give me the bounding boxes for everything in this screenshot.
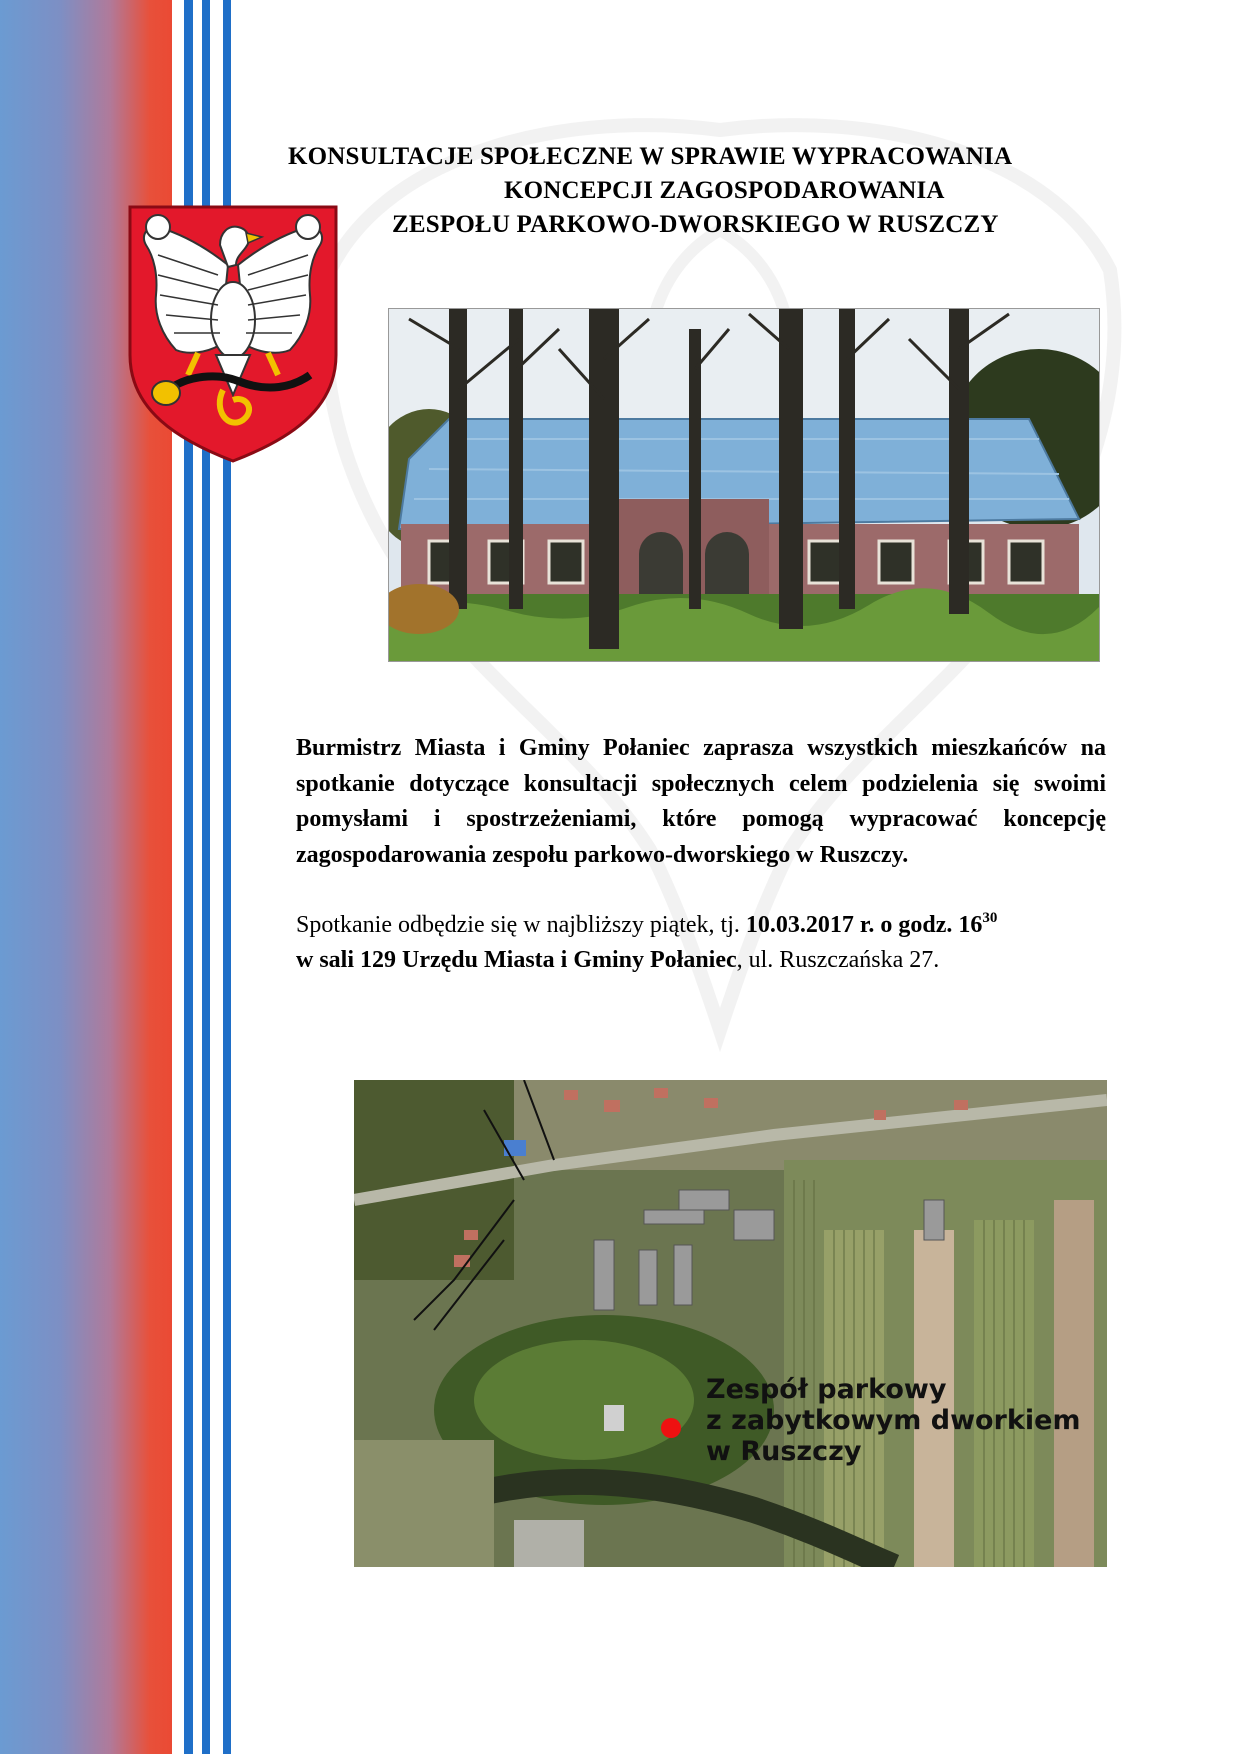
meeting-intro: Spotkanie odbędzie się w najbliższy piątek, tj. — [296, 912, 746, 938]
meeting-address: , ul. Ruszczańska 27. — [736, 947, 940, 973]
title-line: ZESPOŁU PARKOWO-DWORSKIEGO W RUSZCZY — [392, 211, 999, 238]
invitation-paragraph: Burmistrz Miasta i Gminy Połaniec zaprasza wszystkich mieszkańców na spotkanie dotyczące konsultacji społecznych celem podzielenia się swoimi pomysłami i spostrzeżeniami, które pomogą wypracować koncepcję zagospodarowania zespołu parkowo-dworskiego w Ruszczy. — [296, 735, 1106, 868]
meeting-minutes: 30 — [982, 910, 998, 926]
map-label-line: z zabytkowym dworkiem — [706, 1405, 1081, 1436]
meeting-details — [296, 908, 1116, 978]
aerial-map — [354, 1080, 1107, 1567]
title-line: KONCEPCJI ZAGOSPODAROWANIA — [504, 177, 945, 204]
map-label — [706, 1374, 1086, 1467]
map-label-line: Zespół parkowy — [706, 1374, 947, 1405]
manor-house-photo — [388, 308, 1100, 662]
map-pin-marker — [661, 1418, 681, 1438]
map-label-line: w Ruszczy — [706, 1436, 862, 1467]
coat-of-arms — [128, 205, 338, 463]
meeting-date-time: 10.03.2017 r. o godz. 16 — [745, 912, 983, 938]
title-line: KONSULTACJE SPOŁECZNE W SPRAWIE WYPRACOWANIA — [288, 143, 1013, 170]
meeting-place: w sali 129 Urzędu Miasta i Gminy Połaniec — [296, 947, 737, 973]
